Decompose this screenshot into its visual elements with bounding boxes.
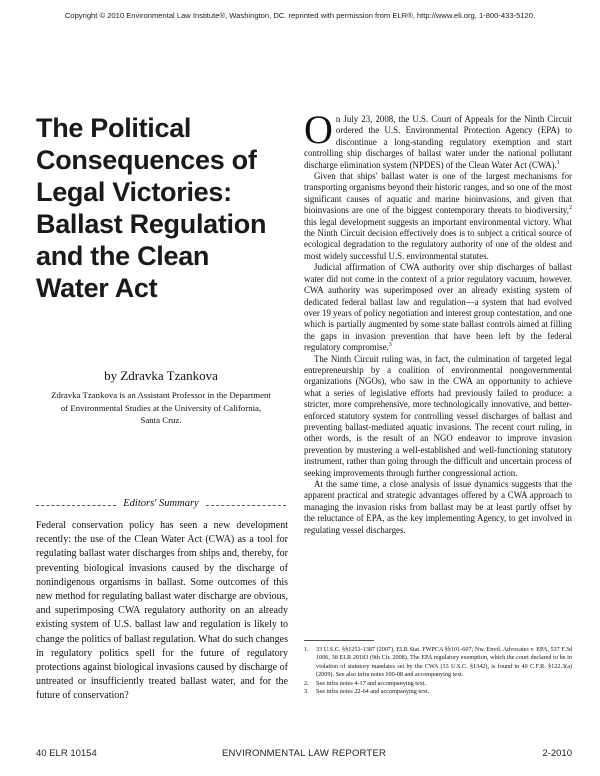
footnote	[304, 680, 572, 688]
editors-summary-text: Federal conservation policy has seen a new development recently: the use of the Clean Water Act (CWA) as a tool for regulating ballast water discharges from ships and, thereby, for preventing biological invasions caused by the discharge of nonindigenous organisms in ballast. Some outcomes of this new method for regulating ballast water discharge are obvious, and superimposing CWA regulatory authority on an already existing system of U.S. ballast law and regulation is likely to change the politics of ballast regulation. What do such changes in regulatory politics spell for the future of regulatory protections against biological invasions caused by discharge of untreated or insufficiently treated ballast water, and for the future of conservation?	[36, 520, 288, 702]
drop-cap: O	[304, 107, 333, 152]
paragraph-3-text: Judicial affirmation of CWA authority over ship discharges of ballast water did not come in the context of a prior regulatory vacuum, however. CWA authority was superimposed over an already existing system of dedicated federal ballast law and regulation—a system that had evolved over 19 years of policy negotiation and interest group contestation, and one which is partially augmented by some state ballast controls aimed at filling the gaps in invasion prevention that have been left by the federal regulatory compromise.	[304, 262, 572, 353]
paragraph-2	[304, 171, 572, 262]
paragraph-5: At the same time, a close analysis of issue dynamics suggests that the apparent practical and strategic advantages offered by a CWA approach to managing the invasion risks from ballast may be at least partly offset by the reluctance of EPA, as the key implementing Agency, to get involved in regulating vessel discharges.	[304, 479, 572, 535]
footnote-number: 1.	[304, 646, 309, 653]
footnote-number: 3.	[304, 688, 309, 696]
page-number: 40 ELR 10154	[36, 748, 97, 759]
issue-date: 2-2010	[542, 748, 572, 759]
author-byline: by Zdravka Tzankova	[104, 368, 218, 383]
author-bio: Zdravka Tzankova is an Assistant Professor in the Department of Environmental Studies at the University of California, Santa Cruz.	[51, 390, 271, 426]
paragraph-4: The Ninth Circuit ruling was, in fact, the culmination of targeted legal entrepreneurship by a coalition of environmental nongovernmental organizations (NGOs), who saw in the CWA an opportunity to achieve what a series of legislative efforts had previously failed to produce: a stricter, more comprehensive, more technologically innovative, and better-enforced statutory system for controlling vessel discharges of ballast and preventing ballast-mediated aquatic invasions. The recent court ruling, in other words, is the result of an NGO endeavor to improve invasion prevention by mustering a well-established and well-functioning statutory instrument, rather than going through the difficult and uncertain process of seeking improvements through further congressional action.	[304, 353, 572, 478]
article-body	[304, 107, 572, 536]
footnote	[304, 646, 572, 680]
footnote-ref[interactable]: 1	[556, 159, 560, 166]
divider-left	[36, 505, 116, 506]
footnote-text: 33 U.S.C. §§1251-1387 (2007), ELR Stat. FWPCA §§101-607; Nw. Envtl. Advocates v. EPA, 537 F.3d 1006, 38 ELR 20183 (9th Cir. 2008). The EPA regulatory exemption, which the court declared to be in violation of statutory mandates set by the CWA (33 U.S.C. §1342), is found in 40 C.F.R. §122.3(a) (2009). See also infra notes 100-08 and accompanying text.	[316, 646, 572, 679]
footnote-text: See infra notes 22-64 and accompanying text.	[316, 688, 430, 696]
editors-summary-header	[36, 498, 286, 512]
journal-name: ENVIRONMENTAL LAW REPORTER	[221, 748, 387, 759]
footnote-ref[interactable]: 2	[569, 205, 572, 212]
footnote	[304, 688, 572, 696]
paragraph-2b-text: this legal development suggests an important environmental victory. What the Ninth Circuit decision effectively does is to subject a critical source of ecological degradation to the regulatory authority of one of the oldest and most widely successful U.S. environmental statutes.	[304, 216, 572, 261]
copyright-notice: Copyright © 2010 Environmental Law Institute®, Washington, DC. reprinted with permission from ELR®, http://www.eli.org, 1-800-433-5120.	[64, 11, 536, 20]
paragraph-3	[304, 262, 572, 353]
footnote-ref[interactable]: 3	[388, 342, 392, 349]
footnote-divider	[304, 640, 374, 641]
footnotes	[304, 646, 572, 696]
footnote-text: See infra notes 4-17 and accompanying text.	[316, 679, 427, 687]
divider-right	[206, 505, 286, 506]
article-title: The Political Consequences of Legal Victories: Ballast Regulation and the Clean Water Act	[36, 113, 267, 303]
paragraph-1-text: n July 23, 2008, the U.S. Court of Appeals for the Ninth Circuit ordered the U.S. Environmental Protection Agency (EPA) to discontinue a long-standing regulatory exemption and start controlling ship discharges of ballast water under the national pollutant discharge elimination system (NPDES) of the Clean Water Act (CWA).	[304, 114, 572, 170]
paragraph-1	[304, 107, 572, 171]
title-block	[36, 112, 286, 304]
editors-summary-label: Editors' Summary	[123, 498, 199, 509]
footnote-number: 2.	[304, 679, 309, 687]
paragraph-2a-text: Given that ships' ballast water is one of the largest mechanisms for transporting organisms beyond their historic ranges, and so one of the most significant causes of aquatic and marine bioinvasions, and given that bioinvasions are one of the biggest contemporary threats to biodiversity,	[304, 171, 572, 216]
